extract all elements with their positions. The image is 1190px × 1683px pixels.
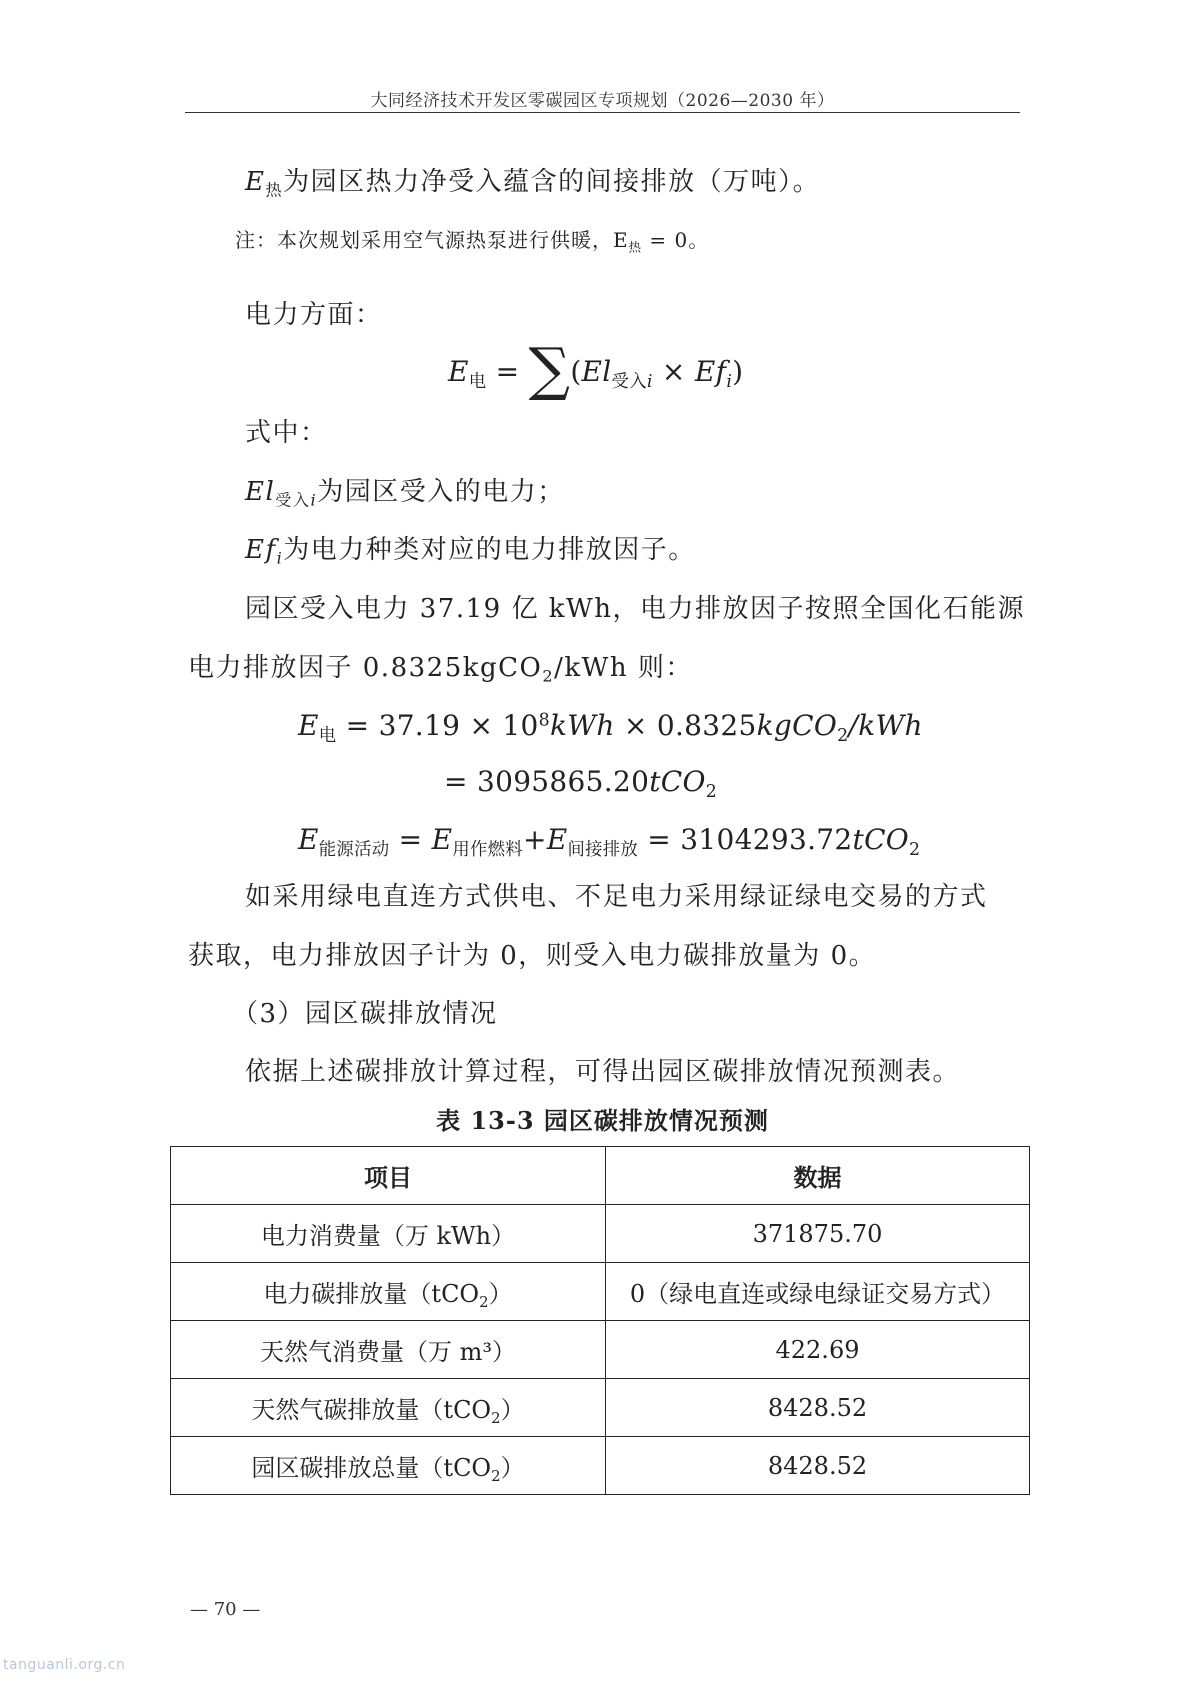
formula1-open: ( xyxy=(570,355,582,388)
heat-definition xyxy=(245,164,820,200)
def1-sub: 受入 xyxy=(275,490,311,510)
calc1-d-sub: 2 xyxy=(837,726,849,747)
calc1-d: kgCO xyxy=(756,709,838,742)
calc-energy-activity xyxy=(298,823,921,861)
heat-note-suffix: = 0。 xyxy=(642,228,710,252)
calc3-t1: E xyxy=(431,823,453,856)
heat-symbol-sub: 热 xyxy=(265,180,284,200)
formula1-ef-sub: i xyxy=(726,372,733,393)
table-row xyxy=(171,1437,1030,1495)
calc3-unit: tCO xyxy=(852,823,910,856)
table-row xyxy=(171,1263,1030,1321)
page-number: — 70 — xyxy=(190,1599,261,1620)
para1-line2-sub: 2 xyxy=(542,666,555,686)
table-cell-value: 422.69 xyxy=(606,1321,1030,1379)
table-cell-value: 8428.52 xyxy=(606,1379,1030,1437)
row0-item: 电力消费量（万 kWh） xyxy=(260,1222,516,1250)
calc1-a: = 37.19 × 10 xyxy=(336,709,539,742)
formula1-el: El xyxy=(581,355,612,388)
calc1-c: × 0.8325 xyxy=(614,709,757,742)
para1-line2-b: /kWh 则： xyxy=(554,653,693,683)
heat-definition-text: 为园区热力净受入蕴含的间接排放（万吨）。 xyxy=(283,167,821,197)
row4-item: 园区碳排放总量（tCO xyxy=(251,1454,492,1482)
row3-item-sub: 2 xyxy=(491,1409,501,1428)
heat-note-sub: 热 xyxy=(628,239,642,255)
table-row xyxy=(171,1205,1030,1263)
where-label: 式中： xyxy=(245,418,328,448)
calc1-lhs: E xyxy=(298,709,319,742)
definition-el xyxy=(245,474,565,510)
calc2-a: = 3095865.20 xyxy=(444,765,650,798)
table-header-item: 项目 xyxy=(171,1147,606,1205)
heat-note-prefix: 注：本次规划采用空气源热泵进行供暖，E xyxy=(235,228,629,252)
calc3-eq: = xyxy=(389,823,432,856)
calc1-exp: 8 xyxy=(538,710,550,731)
def1-text: 为园区受入的电力； xyxy=(317,477,565,507)
row1-item-sub: 2 xyxy=(479,1293,489,1312)
calc2-b-sub: 2 xyxy=(705,782,718,803)
table-cell-value: 0（绿电直连或绿电绿证交易方式） xyxy=(606,1263,1030,1321)
calc2-b: tCO xyxy=(649,765,706,798)
calc1-lhs-sub: 电 xyxy=(318,726,337,747)
paragraph-green-power-line1: 如采用绿电直连方式供电、不足电力采用绿证绿电交易的方式 xyxy=(245,882,988,912)
calc3-t2: E xyxy=(546,823,568,856)
formula1-ef: Ef xyxy=(694,355,727,388)
paragraph-table-intro: 依据上述碳排放计算过程，可得出园区碳排放情况预测表。 xyxy=(245,1057,961,1087)
row4-item-sub: 2 xyxy=(491,1467,501,1486)
formula1-lhs: E xyxy=(448,355,469,388)
calc-power-result xyxy=(444,765,718,803)
table-cell-item xyxy=(171,1379,606,1437)
calc3-lhs-sub: 能源活动 xyxy=(318,840,390,861)
def2-symbol: Ef xyxy=(245,535,277,565)
heat-note xyxy=(235,224,709,253)
calc1-b: kWh xyxy=(550,709,615,742)
formula1-el-sub: 受入 xyxy=(611,372,647,393)
formula1-sigma: ∑ xyxy=(528,335,571,403)
definition-ef xyxy=(245,532,696,568)
section-heading-3: （3）园区碳排放情况 xyxy=(232,999,498,1029)
calc3-t2-sub: 间接排放 xyxy=(567,840,639,861)
formula1-close: ) xyxy=(732,355,744,388)
table-header-data: 数据 xyxy=(606,1147,1030,1205)
formula1-eq: = xyxy=(486,355,529,388)
table-cell-value: 8428.52 xyxy=(606,1437,1030,1495)
table-cell-value: 371875.70 xyxy=(606,1205,1030,1263)
table-header-row xyxy=(171,1147,1030,1205)
row4-item-end: ） xyxy=(500,1454,525,1482)
running-header: 大同经济技术开发区零碳园区专项规划（2026—2030 年） xyxy=(370,91,835,111)
power-intro: 电力方面： xyxy=(245,300,383,330)
table-cell-item xyxy=(171,1437,606,1495)
def1-sub-i: i xyxy=(310,490,318,510)
calc-power-emission xyxy=(298,709,923,747)
formula1-times: × xyxy=(652,355,695,388)
calc3-unit-sub: 2 xyxy=(909,840,921,861)
paragraph-received-power-line2 xyxy=(188,650,693,686)
table-cell-item xyxy=(171,1263,606,1321)
formula1-el-sub-i: i xyxy=(646,372,653,393)
def2-text: 为电力种类对应的电力排放因子。 xyxy=(283,535,696,565)
header-rule xyxy=(185,112,1020,113)
table-cell-item xyxy=(171,1321,606,1379)
site-watermark: tanguanli.org.cn xyxy=(3,1657,126,1673)
calc1-e: /kWh xyxy=(848,709,923,742)
row1-item-end: ） xyxy=(488,1280,513,1308)
row2-item: 天然气消费量（万 m³） xyxy=(259,1338,516,1366)
paragraph-received-power-line1: 园区受入电力 37.19 亿 kWh，电力排放因子按照全国化石能源 xyxy=(245,594,1025,624)
calc3-plus: + xyxy=(522,823,547,856)
formula-power-emission xyxy=(448,335,744,403)
table-row xyxy=(171,1321,1030,1379)
table-caption: 表 13-3 园区碳排放情况预测 xyxy=(436,1106,769,1135)
table-cell-item xyxy=(171,1205,606,1263)
calc3-lhs: E xyxy=(298,823,319,856)
row1-item: 电力碳排放量（tCO xyxy=(263,1280,480,1308)
row3-item: 天然气碳排放量（tCO xyxy=(251,1396,492,1424)
formula1-lhs-sub: 电 xyxy=(468,372,487,393)
heat-symbol: E xyxy=(245,167,266,197)
para1-line2-a: 电力排放因子 0.8325kgCO xyxy=(188,653,543,683)
paragraph-green-power-line2: 获取，电力排放因子计为 0，则受入电力碳排放量为 0。 xyxy=(188,941,877,971)
def1-symbol: El xyxy=(245,477,276,507)
def2-sub: i xyxy=(276,548,284,568)
calc3-val: = 3104293.72 xyxy=(638,823,853,856)
row3-item-end: ） xyxy=(500,1396,525,1424)
table-row xyxy=(171,1379,1030,1437)
calc3-t1-sub: 用作燃料 xyxy=(452,840,523,861)
emission-forecast-table xyxy=(170,1146,1030,1495)
